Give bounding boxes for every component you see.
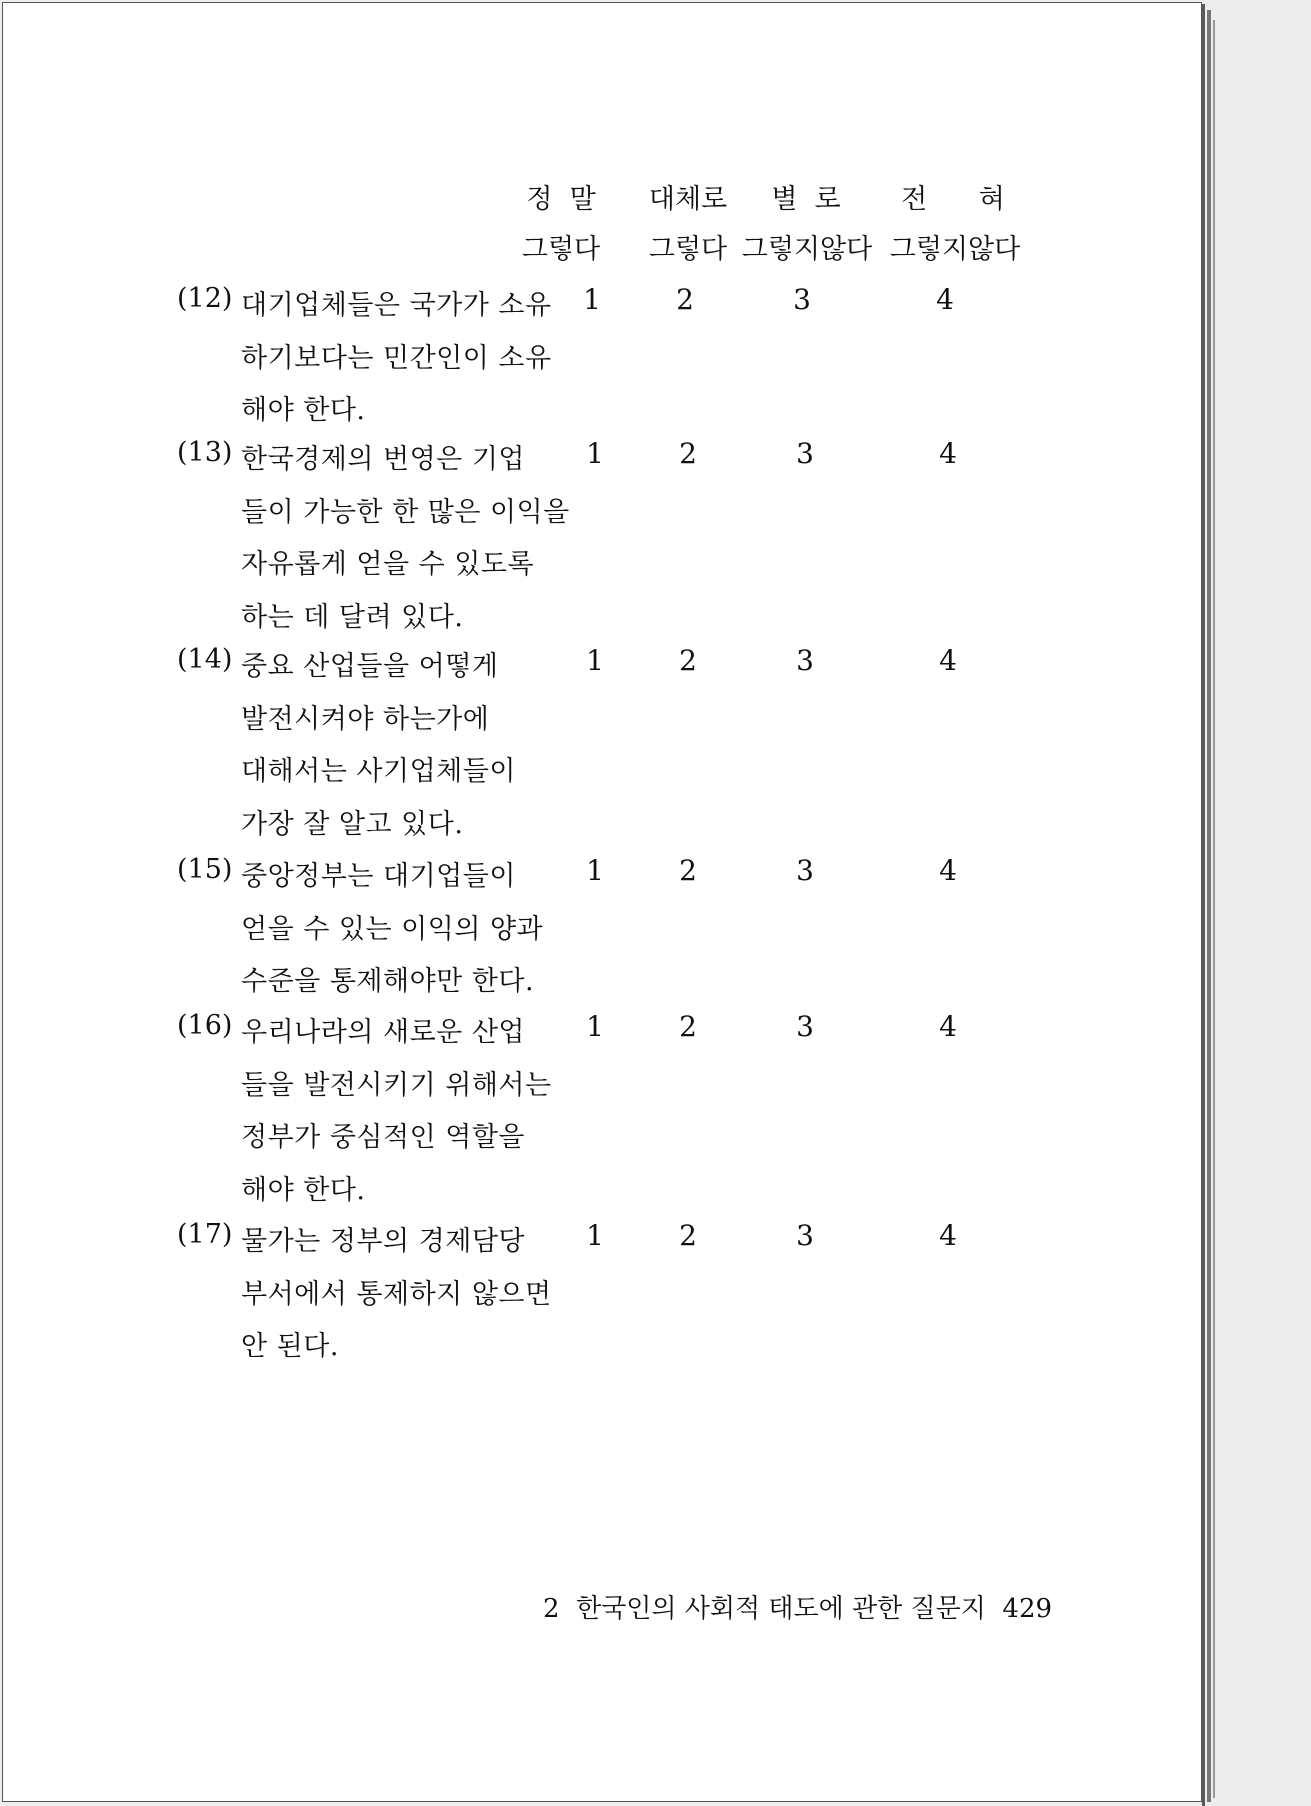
question-text-line: 물가는 정부의 경제담당 — [241, 1226, 525, 1257]
scale-option-2: 2 — [679, 437, 697, 470]
question-text-line: 대기업체들은 국가가 소유 — [241, 290, 552, 321]
scale-option-3: 3 — [796, 854, 814, 887]
header-col2-bottom: 그렇다 — [648, 234, 728, 265]
header-col3-bottom: 그렇지않다 — [741, 234, 873, 265]
question-text-line: 한국경제의 번영은 기업 — [241, 444, 525, 475]
question-text-line: 해야 한다. — [241, 1174, 366, 1206]
page-edge — [1207, 10, 1211, 1802]
header-col4-bottom: 그렇지않다 — [889, 234, 1021, 265]
question-number: (17) — [177, 1219, 233, 1250]
scale-option-4: 4 — [939, 1010, 957, 1043]
document-page — [2, 2, 1202, 1802]
scale-option-1: 1 — [586, 437, 604, 470]
scale-option-3: 3 — [793, 283, 811, 316]
question-number: (13) — [177, 437, 233, 468]
scale-option-4: 4 — [939, 854, 957, 887]
scale-option-2: 2 — [679, 644, 697, 677]
scale-option-2: 2 — [679, 1219, 697, 1252]
question-text-line: 들이 가능한 한 많은 이익을 — [241, 496, 570, 528]
question-text-line: 해야 한다. — [241, 395, 366, 426]
scale-option-4: 4 — [939, 437, 957, 470]
question-text-line: 정부가 중심적인 역할을 — [241, 1122, 525, 1153]
header-col2-top: 대체로 — [648, 184, 728, 215]
question-text-line: 발전시켜야 하는가에 — [241, 703, 490, 735]
question-text-line: 수준을 통제해야만 한다. — [241, 966, 535, 997]
question-number: (16) — [177, 1010, 233, 1041]
question-number: (14) — [177, 644, 233, 675]
page-edge — [1213, 20, 1215, 1798]
footer-chapter: 2 — [543, 1594, 560, 1624]
scale-option-1: 1 — [583, 283, 601, 316]
scale-option-2: 2 — [679, 854, 697, 887]
question-text-line: 대해서는 사기업체들이 — [241, 756, 516, 787]
scale-option-4: 4 — [939, 1219, 957, 1252]
scale-option-3: 3 — [796, 437, 814, 470]
question-text-line: 가장 잘 알고 있다. — [241, 808, 464, 840]
question-number: (12) — [177, 283, 233, 314]
question-text-line: 얻을 수 있는 이익의 양과 — [241, 913, 544, 945]
question-text-line: 하는 데 달려 있다. — [241, 601, 464, 633]
header-col3-top: 별 로 — [771, 184, 841, 215]
header-col1-top: 정 말 — [526, 184, 596, 215]
scale-option-1: 1 — [586, 854, 604, 887]
scale-option-4: 4 — [939, 644, 957, 677]
question-text-line: 들을 발전시키기 위해서는 — [241, 1069, 552, 1101]
header-col4-top: 전 혀 — [901, 184, 1005, 215]
scale-option-3: 3 — [796, 1010, 814, 1043]
scale-option-2: 2 — [679, 1010, 697, 1043]
question-text-line: 하기보다는 민간인이 소유 — [241, 342, 552, 374]
page-number: 429 — [1002, 1594, 1053, 1624]
footer-title: 한국인의 사회적 태도에 관한 질문지 — [576, 1594, 986, 1624]
scale-option-4: 4 — [936, 283, 954, 316]
question-text-line: 안 된다. — [241, 1331, 339, 1362]
question-text-line: 우리나라의 새로운 산업 — [241, 1017, 525, 1048]
question-text-line: 중앙정부는 대기업들이 — [241, 861, 516, 892]
page-footer — [543, 1588, 1052, 1625]
scale-option-1: 1 — [586, 1219, 604, 1252]
scale-option-1: 1 — [586, 644, 604, 677]
question-number: (15) — [177, 854, 233, 885]
question-text-line: 부서에서 통제하지 않으면 — [241, 1278, 552, 1310]
question-text-line: 자유롭게 얻을 수 있도록 — [241, 549, 535, 580]
scale-option-3: 3 — [796, 1219, 814, 1252]
page-edge — [1202, 4, 1205, 1806]
scale-option-3: 3 — [796, 644, 814, 677]
scale-option-2: 2 — [676, 283, 694, 316]
scale-option-1: 1 — [586, 1010, 604, 1043]
header-col1-bottom: 그렇다 — [521, 234, 601, 265]
question-text-line: 중요 산업들을 어떻게 — [241, 651, 499, 682]
